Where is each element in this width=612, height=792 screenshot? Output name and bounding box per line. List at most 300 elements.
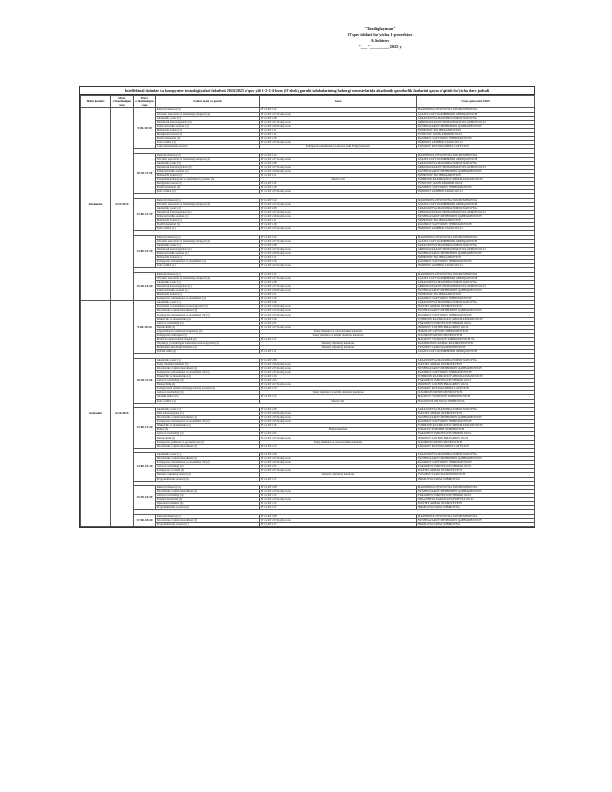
room-cell: IT va KT 217 Komp xona [260, 202, 417, 206]
teacher-cell: ASATULLAYV KODIRBERDI ABDIQAJOVICH [417, 157, 535, 161]
approval-line: "Tasdiqlayman" [364, 26, 396, 31]
subject-cell: Mobil ilovalarni ishlab chiqish (4) [156, 338, 260, 342]
teacher-cell: NUSHNAZAROV MESBERDIN QABHAKHOVICH [417, 489, 535, 493]
subject-cell: Algoritmlarni loyihalash strukturasi (5) [156, 329, 260, 333]
subject-cell: Akademik yozuv (1) [156, 452, 260, 456]
subject-cell: Kiberxavfsizlik asoslari (2) [156, 169, 260, 173]
approval-line: "___"_________2025 y [358, 44, 402, 49]
subject-cell: Kiberxavfsizlik asoslari (1) [156, 215, 260, 219]
subject-cell: Kompyuter arxitekturasi va Assembler (4) [156, 297, 260, 301]
teacher-cell: MAKHDOVA ZIYOTOVNA XOLMUMINOVNA [417, 514, 535, 518]
room-cell: IT va KT 215 Komp xona [260, 313, 417, 317]
teacher-cell: SAFAROV RUSTAM ABDULLAYEVICH [417, 145, 535, 149]
subject-cell: Informatika o'qitish metodikasi (5) [156, 457, 260, 461]
subject-cell: Multimedia hisoblash tizimlari (4) [156, 346, 260, 350]
subject-cell: Web texnologiyalar (5) [156, 411, 260, 415]
teacher-cell: ISMONOV AZIZBEK ZAYAD OG'LI [417, 264, 535, 268]
room-cell: IT va KT 218 [260, 358, 417, 362]
teacher-cell: RAXIMOV SAYYODOV SHERMATOVICH [417, 461, 535, 465]
room-cell: IT va KT 112 [260, 132, 417, 136]
approval-line: O'quv ishlari bo'yicha 1-prorektor [347, 32, 413, 37]
teacher-cell: ISMONOV AZIZBEK ZAYAD OG'LI [417, 141, 535, 145]
teacher-cell: TOHIRJON RAXIMJANOV ABDURAXMANOVICH [417, 424, 535, 428]
header-teacher: Ustoz qatnovchi FISH [417, 96, 535, 108]
subject-cell: Kompyuter arxitekturasi va Assembler tili (5) [156, 370, 260, 374]
room-cell: IT va KT 216 Komp xona [260, 305, 417, 309]
room-cell: IT va KT 215 Komp xona [260, 309, 417, 313]
teacher-cell: ABDURAZZAKOV MUHAMMAD SULAYMON OG'LI [417, 165, 535, 169]
room-cell: IT va KT 118 [260, 223, 417, 227]
room-cell: IT va KT 218 [260, 407, 417, 411]
subject-cell: Kompyuter va tizim (2) [156, 469, 260, 473]
room-cell: IT va KT 116 [260, 374, 417, 378]
day-cell: Dushanba [81, 108, 111, 301]
subject-cell: Akademik yozuv (1) [156, 243, 260, 247]
room-cell: IT va KT 115 [260, 502, 417, 506]
schedule-sheet [79, 86, 535, 528]
subject-cell: Tizimli tahlil (4) [156, 350, 260, 354]
room-cell: Dasturiy injiniring kafedrasi [260, 473, 417, 477]
teacher-cell: SARADAYEVA MAXMIRA NOR'OLNATOVNA [417, 301, 535, 305]
room-cell: Suniy intellekt va tizimli dasturlar kafedrasi [260, 391, 417, 395]
room-cell: Kutilganda tanishtirish va adreses tarifi Fizigi kafedrasi [260, 145, 417, 149]
subject-cell: Akademik yozuv (1) [156, 280, 260, 284]
subject-cell: Operatsion tizimlar (4) [156, 502, 260, 506]
teacher-cell: MAKHDOVA ZIYOTOVNA XOLMUMINOVNA [417, 272, 535, 276]
subject-cell: Axborot xavfsizligi (3) [156, 493, 260, 497]
room-cell: IT va KT 215 Komp xona [260, 420, 417, 424]
teacher-cell: SOLTIEV AKBAR OTABOYEVICH [417, 502, 535, 506]
time-cell: 15:30-16:50 [134, 485, 156, 510]
subject-cell: Ruski (Uzbekon) (4) [156, 485, 260, 489]
teacher-cell: MALIKOV VOXIDJON TAHIRJONOVICH [417, 395, 535, 399]
room-cell: Mavlet 221 [260, 399, 417, 403]
subject-cell: Dasturchilik (2) [156, 436, 260, 440]
room-cell: IT va KT 215 Komp xona [260, 457, 417, 461]
room-cell: IT va KT 215 Komp xona [260, 461, 417, 465]
room-cell: IT va KT 112 [260, 198, 417, 202]
teacher-cell: NUSHNAZAROV MESBERDIN QABHAKHOVICH [417, 457, 535, 461]
room-cell: IT va KT 215 [260, 321, 417, 325]
subject-cell: Ruski (Uzbekon) (2) [156, 153, 260, 157]
teacher-cell: RAXIMOV SAYYODOV SHERMATOVICH [417, 297, 535, 301]
subject-cell: Mehnatchi bonusi (1) [156, 219, 260, 223]
teacher-cell: ORGASHEVA NARGIZA FAYZIEVNA OG'LI [417, 498, 535, 502]
teacher-cell: RAXIMOV SAYYODOV SHERMATOVICH [417, 370, 535, 374]
subject-cell: Berilganlar bazasi (3) [156, 132, 260, 136]
room-cell: IT va KT 119 [260, 260, 417, 264]
approval-block [300, 26, 460, 50]
teacher-cell: TOHIRJON RAXIMJANOV ABDURAXMANOVICH [417, 317, 535, 321]
subject-cell: Dasturlash texnologiyalari (2) [156, 165, 260, 169]
time-cell: 14:00-15:20 [134, 235, 156, 268]
room-cell: IT va KT 111 [260, 128, 417, 132]
room-cell: IT va KT 217 Komp xona [260, 210, 417, 214]
teacher-cell: JURAYEV XURSHID VAHOBOVICH [417, 428, 535, 432]
schedule-table [80, 95, 535, 526]
teacher-cell: YUSUPOV JAXIN RAXIMJONOVICH [417, 346, 535, 350]
subject-cell: Diskret'lik va matematika (1) [156, 424, 260, 428]
teacher-cell: SARADAYEVA MAXMIRA NOR'OLNATOVNA [417, 243, 535, 247]
teacher-cell: SARADAYEVA MAXMIRA NOR'OLNATOVNA [417, 161, 535, 165]
teacher-cell: MAKHDOVA ZIYOTOVNA XOLMUMINOVNA [417, 235, 535, 239]
subject-cell: Kompyuter arxitekturasi va Assembler tili (2) [156, 461, 260, 465]
subject-cell: Axborot xavfsizligi (4) [156, 379, 260, 383]
teacher-cell: ASATULLAYV KODIRBERDI ABDIQAJOVICH [417, 112, 535, 116]
header-time: Mavl. o'tkaziladigan vaqt [135, 95, 154, 107]
subject-cell: Dasturchilik (2) [156, 325, 260, 329]
teacher-cell: ISROILOVA SAIDA SOBIROVNA [417, 506, 535, 510]
teacher-cell: YUSUPOV JAXIN RAXIMJONOVICH [417, 473, 535, 477]
subject-cell: Akademik yozuv (2) [156, 161, 260, 165]
room-cell: IT va KT 217 Komp xona [260, 165, 417, 169]
time-cell: 9:00-10:20 [134, 301, 156, 354]
room-cell: IT va KT 216 Komp xona [260, 362, 417, 366]
subject-cell: O'rtoklar sanoatida va fanlarning tadqiqoti (4) [156, 202, 260, 206]
subject-cell: Informatika o'qitish metodikasi (3) [156, 309, 260, 313]
room-cell: IT va KT 218 [260, 206, 417, 210]
subject-cell: Kompyuterni tashkil etishning nazariy asoslari (4) [156, 387, 260, 391]
subject-cell: Dasturlash texnologiyalari (1) [156, 210, 260, 214]
teacher-cell: NISHONOV ISO IBRAGIMOVICH [417, 128, 535, 132]
subject-cell: Sutri cariflar (3) [156, 141, 260, 145]
teacher-cell: MAKHDOVA ZIYOTOVNA XOLMUMINOVNA [417, 198, 535, 202]
room-cell: IT va KT 116 [260, 424, 417, 428]
teacher-cell: ISROILOVA SAIDA SOBIROVNA [417, 477, 535, 481]
subject-cell: Akademik yozuv (1) [156, 358, 260, 362]
teacher-cell: SOLTIEV AKBAR OTABOYEVICH [417, 411, 535, 415]
room-cell: IT va KT 217 Komp xona [260, 284, 417, 288]
subject-cell: Predlil dasturlari (1) [156, 223, 260, 227]
subject-cell: Kompyuter arxitekturasi va Assembler tili (5) [156, 313, 260, 317]
teacher-cell: NUSHNAZAROV MESBERDIN QABHAKHOVICH [417, 169, 535, 173]
room-cell: IT va KT 117 [260, 522, 417, 526]
room-cell: IT va KT 217 Komp xona [260, 120, 417, 124]
teacher-cell: ABDURAZZAKOV MUHAMMAD SULAYMON OG'LI [417, 210, 535, 214]
subject-cell: Programmalash asoslari (1) [156, 522, 260, 526]
room-cell: IT va KT 218 [260, 243, 417, 247]
room-cell: IT va KT 111 [260, 174, 417, 178]
teacher-cell: ABDURAZZAKOV MUHAMMAD SULAYMON OG'LI [417, 284, 535, 288]
subject-cell: Akademik yozuv (2) [156, 206, 260, 210]
subject-cell: O'rtoklar sanoatida va fanlarning tadqiqoti (4) [156, 157, 260, 161]
teacher-cell: NUSHNAZAROV MESBERDIN QABHAKHOVICH [417, 288, 535, 292]
teacher-cell: ISROILOVA SAIDA SOBIROVNA [417, 522, 535, 526]
subject-cell: Dasturchilik (2) [156, 383, 260, 387]
room-cell: IT va KT 217 Komp xona [260, 276, 417, 280]
teacher-cell: SARADAYEVA MAXMIRA NOR'OLNATOVNA [417, 452, 535, 456]
room-cell: IT va KT 111 [260, 293, 417, 297]
room-cell: IT va KT 216 Komp xona [260, 169, 417, 173]
teacher-cell: HASANOVA DILNOZA TOHIROVNA [417, 399, 535, 403]
room-cell: IT va KT 216 Komp xona [260, 124, 417, 128]
teacher-cell: RAXIMOV SAYYODOV SHERMATOVICH [417, 420, 535, 424]
teacher-cell: TOHIRJON RAXIMJANOV ABDURAXMANOVICH [417, 374, 535, 378]
subject-cell: Mehnatchi bonusi (3) [156, 128, 260, 132]
room-cell: IT va KT 112 [260, 108, 417, 112]
room-cell: IT va KT 215 Komp xona [260, 416, 417, 420]
subject-cell: Lahot mexanitsasi asoslari [156, 145, 260, 149]
time-cell: 14:00-15:20 [134, 452, 156, 481]
teacher-cell: NISHONOV ISO IBRAGIMOVICH [417, 256, 535, 260]
room-cell: Dasturiy injiniring kafedrasi [260, 342, 417, 346]
subject-cell: Dasturlash texnologiyalari (1) [156, 247, 260, 251]
teacher-cell: NISHONOV ISO IBRAGIMOVICH [417, 219, 535, 223]
teacher-cell: SOLTIEV AKBAR OTABOYEVICH [417, 362, 535, 366]
room-cell: IT va KT 112 [260, 153, 417, 157]
room-cell: Suniy intellekt va tizimli dasturlar kafedrasi [260, 333, 417, 337]
room-cell: Mavlet 510 [260, 178, 417, 182]
subject-cell: Parallel dasturlash (2) [156, 498, 260, 502]
teacher-cell: SOLTIEV AKBAR OTABOYEVICH [417, 305, 535, 309]
teacher-cell: YARASHOV ISMOYILJON SHOKIR OG'LI [417, 493, 535, 497]
teacher-cell: NUSHNAZAROV MESBERDIN QABHAKHOVICH [417, 251, 535, 255]
subject-cell: Dasturiy injiniring fanlari (4) [156, 473, 260, 477]
subject-cell: Dasturlash texnologiyalari (1) [156, 284, 260, 288]
subject-cell: O'rtoklar sanoatida va fanlarning tadqiqoti (4) [156, 239, 260, 243]
subject-cell: Informatika o'qitish metodikasi (1) [156, 416, 260, 420]
room-cell: IT va KT 115 [260, 395, 417, 399]
header-subject: Fanlar nomi va guruh [156, 96, 260, 108]
room-cell: Suniy intellekt va robototexnika kafedrasi [260, 440, 417, 444]
teacher-cell: NUSHNAZAROV MESBERDIN QABHAKHOVICH [417, 366, 535, 370]
room-cell: IT va KT 215 [260, 379, 417, 383]
subject-cell: Informatika o'qitish metodikasi (3) [156, 489, 260, 493]
subject-cell: Predlil dasturlari (2) [156, 186, 260, 190]
subject-cell: Akademik yozuv (2) [156, 116, 260, 120]
subject-cell: Sutri cariflar (3) [156, 399, 260, 403]
teacher-cell: MAKHDOVA ZIYOTOVNA XOLMUMINOVNA [417, 153, 535, 157]
subject-cell: Predlil dasturlari (3) [156, 137, 260, 141]
room-cell: IT va KT 116 [260, 317, 417, 321]
subject-cell: Mehnatchi bonusi (1) [156, 293, 260, 297]
subject-cell: Sutri cariflar (1) [156, 227, 260, 231]
time-cell: 10:30-11:50 [134, 358, 156, 403]
teacher-cell: ASATULLAYV KODIRBERDI ABDIQAJOVICH [417, 239, 535, 243]
teacher-cell: SAFAROV RUSTAM ABDULLAYEVICH [417, 444, 535, 448]
teacher-cell: NUSHNAZAROV MESBERDIN QABHAKHOVICH [417, 124, 535, 128]
subject-cell: Axborot xavfsizligi (2) [156, 432, 260, 436]
teacher-cell: RAXIMOV SAYYODOV SHERMATOVICH [417, 223, 535, 227]
subject-cell: Kiberxavfsizlik asoslari (1) [156, 251, 260, 255]
room-cell: IT va KT 216 Komp xona [260, 215, 417, 219]
teacher-cell: RAXIMOV SAYYODOV SHERMATOVICH [417, 186, 535, 190]
teacher-cell: RAXIMOV SAYYODOV SHERMATOVICH [417, 260, 535, 264]
teacher-cell: YARASHOV ISMOYILJON SHOKIR OG'LI [417, 432, 535, 436]
subject-cell: Diskret'lik va matematika (4) [156, 374, 260, 378]
teacher-cell: ISMONOV LOCHIN IBRAGIMOV OG'LI [417, 325, 535, 329]
teacher-cell: MAKHDOVA ZIYOTOVNA XOLMUMINOVNA [417, 108, 535, 112]
teacher-cell: ASATULLAYV KODIRBERDI ABDIQAJOVICH [417, 350, 535, 354]
subject-cell: Fizika (3) [156, 428, 260, 432]
room-cell: IT va KT 215 [260, 432, 417, 436]
teacher-cell: SAFAROV RUSTAM ABDULLAYEVICH [417, 387, 535, 391]
room-cell: IT va KT 118 [260, 186, 417, 190]
subject-cell: Ozodlik fanlari (5) [156, 395, 260, 399]
subject-cell: Axborot xavfsizligi (4) [156, 391, 260, 395]
room-cell: IT va KT 112 [260, 272, 417, 276]
room-cell: IT va KT 117 [260, 338, 417, 342]
room-cell: IT va KT 218 [260, 301, 417, 305]
teacher-cell: RAXIMJONOV AKMAL RAXIMJONOVICH [417, 342, 535, 346]
subject-cell: Programmalash asoslari (4) [156, 506, 260, 510]
room-cell: IT va KT 115 [260, 444, 417, 448]
room-cell: IT va KT 218 [260, 514, 417, 518]
room-cell: IT va KT 218 [260, 485, 417, 489]
teacher-cell: MAKHDOVA ZIYOTOVNA XOLMUMINOVNA [417, 485, 535, 489]
teacher-cell: ISMONOV LOCHIN IBRAGIMOV OG'LI [417, 383, 535, 387]
teacher-cell: ISMONOV LOCHIN IBRAGIMOV OG'LI [417, 436, 535, 440]
teacher-cell: NISHONOV ISO IBRAGIMOVICH [417, 174, 535, 178]
subject-cell: Obyektga yo'naltirilgan dasturlash texnologiyalari (4) [156, 342, 260, 346]
subject-cell: Axborot xavfsizligi (5) [156, 321, 260, 325]
subject-cell: Suniy intellekt tizimlari (5) [156, 362, 260, 366]
teacher-cell: RAXIMOV SAYYODOV SHERMATOVICH [417, 313, 535, 317]
room-cell: Dasturiy injiniring kafedrasi [260, 346, 417, 350]
room-cell: IT va KT 215 Komp xona [260, 141, 417, 145]
subject-cell: Kiberxavfsizlik asoslari (3) [156, 124, 260, 128]
time-cell: 15:30-16:50 [134, 272, 156, 301]
room-cell: IT va KT 111 [260, 219, 417, 223]
teacher-cell: ILXOMJON MUNIS MUSINOVICH [417, 333, 535, 337]
teacher-cell: YARASHOV ISMOYILJON SHOKIR OG'LI [417, 379, 535, 383]
teacher-cell: ILXOMJON MUNIS MUSINOVICH [417, 440, 535, 444]
room-cell: IT va KT 215 Komp xona [260, 370, 417, 374]
room-cell: IT va KT 215 Komp xona [260, 190, 417, 194]
room-cell: IT va KT 218 [260, 161, 417, 165]
teacher-cell: ILXOMJON MUNIS MUSINOVICH [417, 391, 535, 395]
subject-cell: Ruski (Uzbekon) (3) [156, 108, 260, 112]
teacher-cell: YARASHOV ISMOYILJON SHOKIR OG'LI [417, 465, 535, 469]
room-cell: IT va KT 215 Komp xona [260, 498, 417, 502]
time-cell: 12:00-13:20 [134, 407, 156, 448]
room-cell: IT va KT 218 [260, 116, 417, 120]
teacher-cell: ISMONOV AZIZBEK ZAYAD OG'LI [417, 190, 535, 194]
room-cell: IT va KT 217 Komp xona [260, 239, 417, 243]
time-cell: 10:30-11:50 [134, 153, 156, 194]
teacher-cell: SARADAYEVA MAXMIRA NOR'OLNATOVNA [417, 407, 535, 411]
subject-cell: Ruski (Uzbekon) (1) [156, 272, 260, 276]
room-cell: IT va KT 215 Komp xona [260, 366, 417, 370]
teacher-cell: NUSHNAZAROV MESBERDIN QABHAKHOVICH [417, 518, 535, 522]
subject-cell: Mehnatchi bonusi (2) [156, 174, 260, 178]
subject-cell: Informatika o'qitish metodikasi (1) [156, 444, 260, 448]
table-header-row [81, 96, 535, 108]
room-cell: IT va KT 216 Komp xona [260, 288, 417, 292]
teacher-cell: NISHONOV ISO IBRAGIMOVICH [417, 293, 535, 297]
room-cell: IT va KT 215 Komp xona [260, 264, 417, 268]
header-date: Mavl. o'tkaziladigan kun [111, 96, 134, 108]
room-cell: IT va KT 119 [260, 297, 417, 301]
header-day: Hafta kunlari [81, 96, 111, 108]
teacher-cell: ABDURAZZAKOV MUHAMMAD SULAYMON OG'LI [417, 247, 535, 251]
room-cell: Fizika kafedrasi [260, 428, 417, 432]
teacher-cell: TOHIRJON RAXIMJANOV ABDURAXMANOVICH [417, 178, 535, 182]
teacher-cell: SOLTIEV AKBAR OTABOYEVICH [417, 469, 535, 473]
subject-cell: Kompyuter tarmoqlari (5) [156, 333, 260, 337]
teacher-cell: ABDURAZZAKOV MUHAMMAD SULAYMON OG'LI [417, 120, 535, 124]
room-cell: IT va KT 118 [260, 137, 417, 141]
teacher-cell: YARASHOV ISMOYILJON SHOKIR OG'LI [417, 321, 535, 325]
teacher-cell: NUSHNAZAROV MESBERDIN QABHAKHOVICH [417, 309, 535, 313]
subject-cell: Diskret'lik va matematika (4) [156, 317, 260, 321]
room-cell: IT va KT 115 [260, 493, 417, 497]
teacher-cell: NUSHNAZAROV MESBERDIN QABHAKHOVICH [417, 215, 535, 219]
teacher-cell: SARADAYEVA MAXMIRA NOR'OLNATOVNA [417, 206, 535, 210]
room-cell: IT va KT 216 Komp xona [260, 251, 417, 255]
teacher-cell: MALIKOV VOXIDJON TAHIRJONOVICH T.L [417, 338, 535, 342]
teacher-cell: SARADAYEVA MAXMIRA NOR'OLNATOVNA [417, 280, 535, 284]
subject-cell: Akademik yozuv (1) [156, 301, 260, 305]
room-cell: IT va KT 217 Komp xona [260, 383, 417, 387]
room-cell: IT va KT 215 Komp xona [260, 227, 417, 231]
teacher-cell: SARADAYEVA MAXMIRA NOR'OLNATOVNA [417, 358, 535, 362]
room-cell: IT va KT 217 Komp xona [260, 436, 417, 440]
room-cell: IT va KT 111 [260, 350, 417, 354]
subject-cell: Ruski (Uzbekon) (1) [156, 198, 260, 202]
subject-cell: Akademik yozuv (1) [156, 407, 260, 411]
room-cell: IT va KT 217 Komp xona [260, 157, 417, 161]
header-room: Xona [260, 96, 417, 108]
subject-cell: O'rtoklar sanoatida va fanlarning tadqiqoti (4) [156, 276, 260, 280]
subject-cell: Informatika o'qitish metodikasi (2) [156, 366, 260, 370]
room-cell: IT va KT 217 Komp xona [260, 469, 417, 473]
room-cell: IT va KT 215 [260, 465, 417, 469]
room-cell: IT va KT 218 [260, 452, 417, 456]
room-cell: IT va KT 217 Komp xona [260, 325, 417, 329]
subject-cell: Bog'lanish va fundament texnologiyalari (5) [156, 305, 260, 309]
room-cell: IT va KT 215 Komp xona [260, 489, 417, 493]
subject-cell: Programmalash asoslari (4) [156, 477, 260, 481]
subject-cell: Ruski (Uzbekon) (1) [156, 514, 260, 518]
room-cell: IT va KT 117 [260, 506, 417, 510]
subject-cell: Informatika o'qitish metodikasi (3) [156, 518, 260, 522]
subject-cell: Ruski (Uzbekon) (1) [156, 235, 260, 239]
room-cell: IT va KT 117 [260, 477, 417, 481]
date-cell: 6/24/2025 [111, 301, 134, 527]
teacher-cell: YUNUSOV JAXIN KHODOR OG'LI [417, 182, 535, 186]
room-cell: Suniy intellekt va robototexnika kafedrasi [260, 329, 417, 333]
room-cell: IT va KT 113 [260, 387, 417, 391]
teacher-cell: NUSHNAZAROV MESBERDIN QABHAKHOVICH [417, 416, 535, 420]
teacher-cell: ASATULLAYV KODIRBERDI ABDIQAJOVICH [417, 276, 535, 280]
teacher-cell: SARADAYEVA MAXMIRA NOR'OLNATOVNA [417, 116, 535, 120]
teacher-cell: RAXIMOV SAYYODOV SHERMATOVICH [417, 137, 535, 141]
subject-cell: Sutri cariflar (2) [156, 190, 260, 194]
subject-cell: Kompyuter grafikasi va geometriyasi (5) [156, 440, 260, 444]
subject-cell: Kompyuter arxitekturasi va Assembler (4) [156, 260, 260, 264]
subject-cell: Axborot xavfsizligi (4) [156, 465, 260, 469]
subject-cell: Kiberxavfsizlik asoslari (1) [156, 288, 260, 292]
room-cell: IT va KT 218 [260, 280, 417, 284]
teacher-cell: ISMONOV AZIZBEK ZAYAD OG'LI [417, 227, 535, 231]
room-cell: IT va KT 217 Komp xona [260, 112, 417, 116]
date-cell: 6/23/2025 [111, 108, 134, 301]
subject-cell: Berilganlar bazasi (2) [156, 182, 260, 186]
teacher-cell: YUNUSOV JAXIN KHODOR OG'LI [417, 132, 535, 136]
time-cell: 12:00-13:20 [134, 198, 156, 231]
approval-line: A.Sobirov [370, 38, 390, 43]
room-cell: IT va KT 217 Komp xona [260, 247, 417, 251]
room-cell: IT va KT 215 Komp xona [260, 518, 417, 522]
day-cell: Seshanba [81, 301, 111, 527]
time-cell: 17:00-18:20 [134, 514, 156, 526]
subject-cell: Mehnatchi bonusi (1) [156, 256, 260, 260]
room-cell: IT va KT 216 Komp xona [260, 411, 417, 415]
subject-cell: Dasturlash texnologiyalari (3) [156, 120, 260, 124]
subject-cell: Sutri cariflar (1) [156, 264, 260, 268]
schedule-title: Intellektual tizimlar va kompyuter texnologiyalari fakulteti 2024/2025 o'quv yili 1-2-3-4-kurs (O'zbek) guruhi talabalarining bahorgi semestrlarida akademik qarzdorlik fanlarini qayta o'qitish bo'yicha dars jadvali [80, 87, 534, 95]
